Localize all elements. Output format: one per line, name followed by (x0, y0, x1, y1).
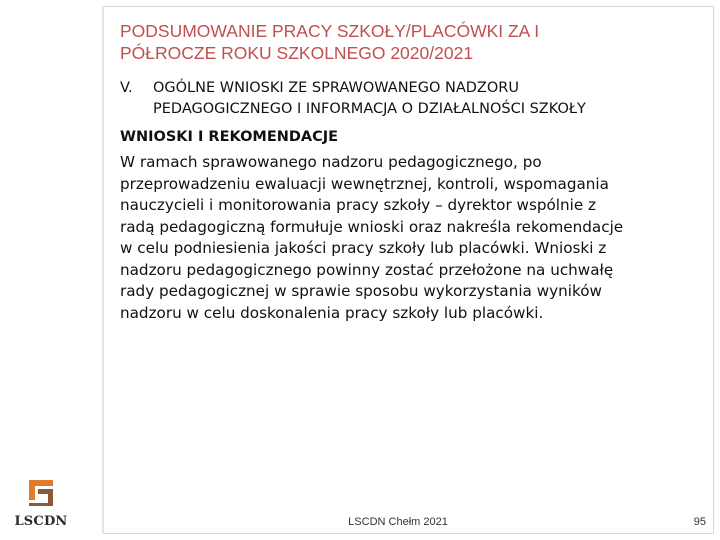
slide-title (120, 20, 680, 64)
body-line: przeprowadzeniu ewaluacji wewnętrznej, kontroli, wspomagania (120, 174, 609, 193)
footer-text: LSCDN Chełm 2021 (348, 516, 448, 528)
left-divider (102, 6, 104, 534)
body-paragraph (120, 152, 700, 324)
lscdn-logo-icon (24, 476, 58, 510)
lscdn-logo (10, 476, 72, 532)
body-line: radą pedagogiczną formułuje wnioski oraz nakreśla rekomendacje (120, 217, 624, 236)
body-line: nauczycieli i monitorowania pracy szkoły – dyrektor wspólnie z (120, 196, 596, 214)
body-line: W ramach sprawowanego nadzoru pedagogicznego, po (120, 153, 542, 171)
page-number: 95 (693, 516, 706, 528)
body-line: rady pedagogicznej w sprawie sposobu wykorzystania wyników (120, 282, 602, 300)
title-line-1: PODSUMOWANIE PRACY SZKOŁY/PLACÓWKI ZA I (120, 21, 540, 41)
section-heading-line-2: PEDAGOGICZNEGO I INFORMACJA O DZIAŁALNOŚCI SZKOŁY (153, 101, 586, 117)
section-heading-line-1: OGÓLNE WNIOSKI ZE SPRAWOWANEGO NADZORU (153, 80, 519, 96)
subheading: WNIOSKI I REKOMENDACJE (120, 129, 339, 145)
logo-text: LSCDN (14, 514, 68, 529)
body-line: nadzoru pedagogicznego powinny zostać przełożone na uchwałę (120, 260, 614, 279)
body-line: w celu podniesienia jakości pracy szkoły lub placówki. Wnioski z (120, 239, 607, 257)
title-line-2: PÓŁROCZE ROKU SZKOLNEGO 2020/2021 (120, 43, 474, 63)
section-number: V. (120, 80, 133, 96)
body-line: nadzoru w celu doskonalenia pracy szkoły lub placówki. (120, 303, 544, 322)
